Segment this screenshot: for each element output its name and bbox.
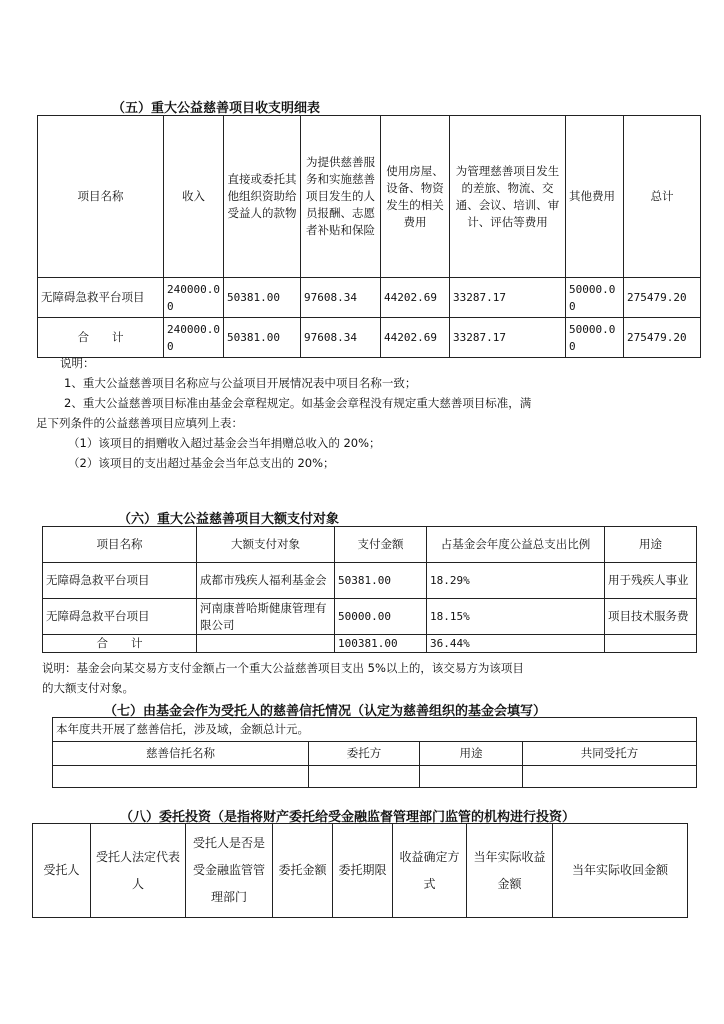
value-cell: 33287.17 bbox=[450, 318, 566, 358]
header-cell: 共同受托方 bbox=[523, 742, 697, 766]
table-row bbox=[43, 563, 697, 599]
income-cell: 240000.00 bbox=[164, 278, 224, 318]
value-cell: 50381.00 bbox=[224, 318, 301, 358]
ratio-cell: 18.15% bbox=[427, 599, 605, 635]
project-income-expense-table bbox=[37, 115, 701, 358]
header-cell: 委托方 bbox=[309, 742, 420, 766]
value-cell: 33287.17 bbox=[450, 278, 566, 318]
table-row bbox=[43, 599, 697, 635]
header-cell: 受托人 bbox=[33, 824, 91, 918]
project-name-cell: 无障碍急救平台项目 bbox=[43, 599, 197, 635]
note-line: （2）该项目的支出超过基金会当年总支出的 20%； bbox=[68, 456, 335, 470]
note-line: 的大额支付对象。 bbox=[42, 681, 134, 695]
table-header-row bbox=[53, 742, 697, 766]
table-header-row bbox=[38, 116, 701, 278]
header-cell: 使用房屋、设备、物资发生的相关费用 bbox=[381, 116, 450, 278]
header-cell: 当年实际收益金额 bbox=[467, 824, 553, 918]
empty-cell bbox=[309, 766, 420, 788]
ratio-cell: 36.44% bbox=[427, 635, 605, 653]
value-cell: 44202.69 bbox=[381, 318, 450, 358]
header-cell: 慈善信托名称 bbox=[53, 742, 309, 766]
empty-cell bbox=[420, 766, 523, 788]
header-cell: 为提供慈善服务和实施慈善项目发生的人员报酬、志愿者补贴和保险 bbox=[301, 116, 381, 278]
header-cell: 受托人是否是受金融监管管理部门 bbox=[186, 824, 273, 918]
header-cell: 受托人法定代表人 bbox=[91, 824, 186, 918]
value-cell: 50381.00 bbox=[224, 278, 301, 318]
purpose-cell: 用于残疾人事业 bbox=[605, 563, 697, 599]
amount-cell: 50000.00 bbox=[335, 599, 427, 635]
value-cell: 50000.00 bbox=[566, 318, 624, 358]
note-line: 说明： bbox=[60, 356, 95, 370]
header-cell: 直接或委托其他组织资助给受益人的款物 bbox=[224, 116, 301, 278]
header-cell: 大额支付对象 bbox=[197, 527, 335, 563]
note-line: 说明：基金会向某交易方支付金额占一个重大公益慈善项目支出 5%以上的，该交易方为该项目 bbox=[42, 661, 524, 675]
payee-cell: 成都市残疾人福利基金会 bbox=[197, 563, 335, 599]
value-cell: 97608.34 bbox=[301, 278, 381, 318]
table-row bbox=[53, 766, 697, 788]
project-name-cell: 无障碍急救平台项目 bbox=[43, 563, 197, 599]
header-cell: 收入 bbox=[164, 116, 224, 278]
ratio-cell: 18.29% bbox=[427, 563, 605, 599]
charitable-trust-table bbox=[52, 717, 697, 788]
table-row bbox=[38, 278, 701, 318]
table-header-row bbox=[43, 527, 697, 563]
header-cell: 项目名称 bbox=[38, 116, 164, 278]
payee-cell bbox=[197, 635, 335, 653]
summary-row bbox=[53, 718, 697, 742]
header-cell: 其他费用 bbox=[566, 116, 624, 278]
income-cell: 240000.00 bbox=[164, 318, 224, 358]
header-cell: 为管理慈善项目发生的差旅、物流、交通、会议、培训、审计、评估等费用 bbox=[450, 116, 566, 278]
value-cell: 50000.00 bbox=[566, 278, 624, 318]
note-line: （1）该项目的捐赠收入超过基金会当年捐赠总收入的 20%； bbox=[68, 436, 381, 450]
header-cell: 收益确定方式 bbox=[393, 824, 467, 918]
section-6-title: （六）重大公益慈善项目大额支付对象 bbox=[118, 512, 340, 527]
table-total-row bbox=[43, 635, 697, 653]
empty-cell bbox=[523, 766, 697, 788]
note-line: 足下列条件的公益慈善项目应填列上表： bbox=[36, 416, 243, 430]
entrusted-investment-table bbox=[32, 823, 688, 918]
section-6-notes bbox=[42, 658, 524, 698]
empty-cell bbox=[53, 766, 309, 788]
value-cell: 44202.69 bbox=[381, 278, 450, 318]
large-payment-table bbox=[42, 526, 697, 653]
header-cell: 支付金额 bbox=[335, 527, 427, 563]
header-cell: 委托金额 bbox=[273, 824, 333, 918]
payee-cell: 河南康普哈斯健康管理有限公司 bbox=[197, 599, 335, 635]
section-5-title: （五）重大公益慈善项目收支明细表 bbox=[112, 101, 321, 116]
table-header-row bbox=[33, 824, 688, 918]
note-line: 1、重大公益慈善项目名称应与公益项目开展情况表中项目名称一致； bbox=[64, 376, 417, 390]
total-cell: 275479.20 bbox=[624, 278, 701, 318]
section-7-title: （七）由基金会作为受托人的慈善信托情况（认定为慈善组织的基金会填写） bbox=[104, 704, 547, 719]
section-8-title: （八）委托投资（是指将财产委托给受金融监督管理部门监管的机构进行投资） bbox=[120, 810, 576, 825]
amount-cell: 50381.00 bbox=[335, 563, 427, 599]
purpose-cell bbox=[605, 635, 697, 653]
header-cell: 项目名称 bbox=[43, 527, 197, 563]
value-cell: 97608.34 bbox=[301, 318, 381, 358]
trust-summary: 本年度共开展了慈善信托，涉及域，金额总计元。 bbox=[53, 718, 697, 742]
header-cell: 用途 bbox=[605, 527, 697, 563]
total-label-cell: 合 计 bbox=[38, 318, 164, 358]
note-line: 2、重大公益慈善项目标准由基金会章程规定。如基金会章程没有规定重大慈善项目标准，满 bbox=[64, 396, 532, 410]
total-label-cell: 合 计 bbox=[43, 635, 197, 653]
total-cell: 275479.20 bbox=[624, 318, 701, 358]
header-cell: 委托期限 bbox=[333, 824, 393, 918]
header-cell: 总计 bbox=[624, 116, 701, 278]
header-cell: 当年实际收回金额 bbox=[553, 824, 688, 918]
header-cell: 占基金会年度公益总支出比例 bbox=[427, 527, 605, 563]
section-5-notes bbox=[36, 353, 532, 473]
project-name-cell: 无障碍急救平台项目 bbox=[38, 278, 164, 318]
purpose-cell: 项目技术服务费 bbox=[605, 599, 697, 635]
header-cell: 用途 bbox=[420, 742, 523, 766]
table-total-row bbox=[38, 318, 701, 358]
amount-cell: 100381.00 bbox=[335, 635, 427, 653]
